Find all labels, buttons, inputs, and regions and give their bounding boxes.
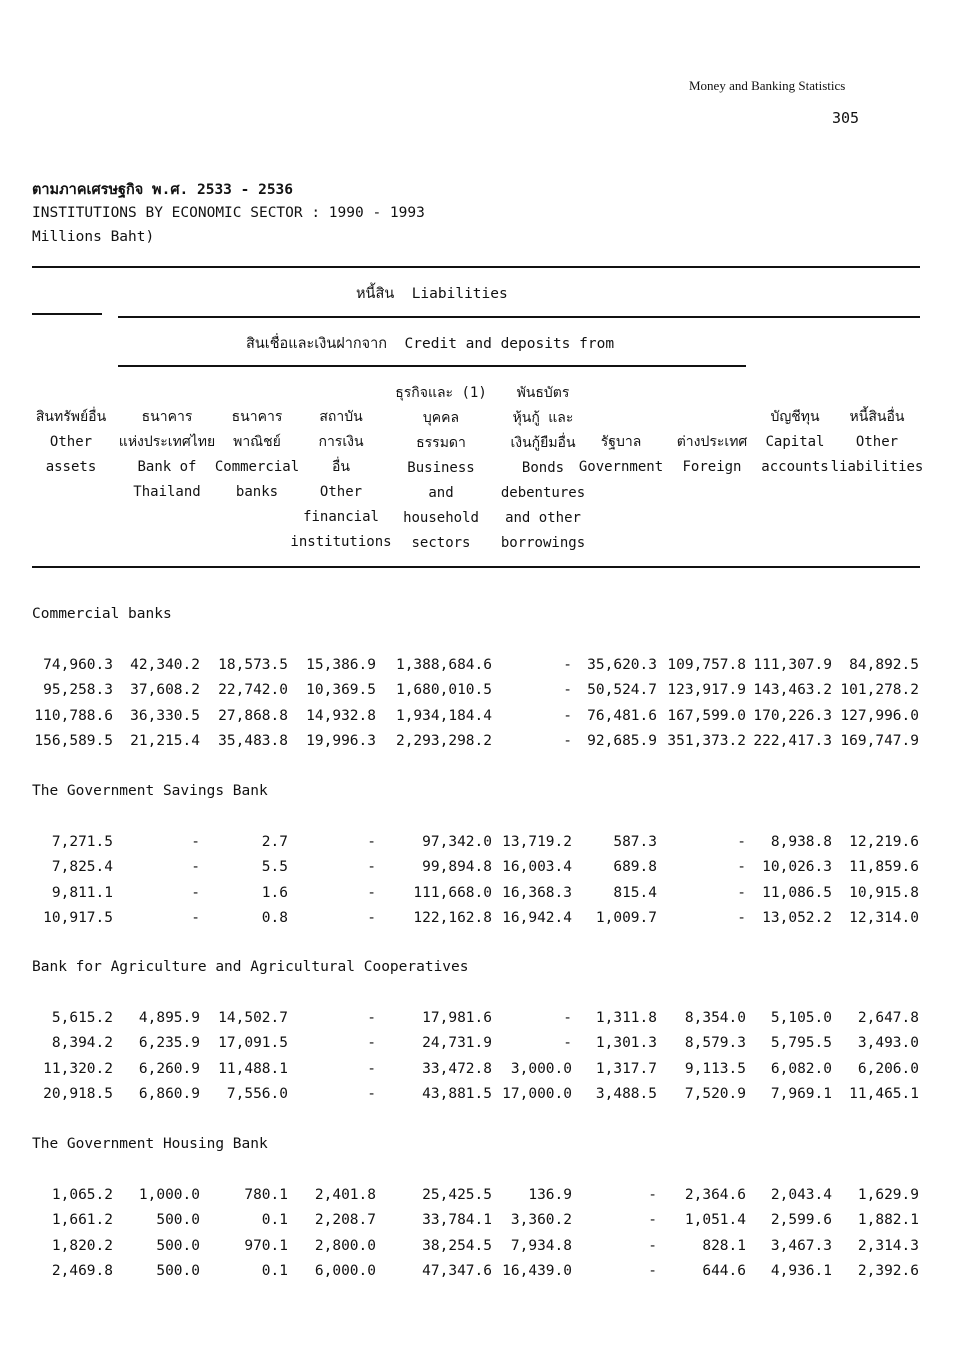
table-cell: 7,271.5 [51,834,113,850]
table-cell: 38,254.5 [422,1237,492,1254]
table-cell: 16,368.3 [502,884,572,901]
table-cell: - [648,1187,657,1203]
table-row [0,1187,966,1211]
running-head: Money and Banking Statistics [689,78,846,93]
table-cell: 500.0 [156,1212,200,1229]
table-cell: 99,894.8 [422,859,492,876]
column-header-english: assets [45,459,97,475]
table-cell: 13,719.2 [502,834,572,850]
table-cell: 21,215.4 [130,732,200,749]
table-row [0,1263,966,1287]
table-cell: 2.7 [261,834,288,850]
table-cell: 17,091.5 [218,1035,288,1052]
column-header-thai: บุคคล [422,410,460,426]
column-header-english: Foreign [682,459,742,475]
table-cell: 780.1 [244,1187,288,1203]
title-thai: ตามภาคเศรษฐกิจ พ.ศ. 2533 - 2536 [32,182,294,198]
table-cell: 33,472.8 [422,1060,492,1077]
header-bottom-rule [32,566,920,568]
table-cell: 36,330.5 [130,707,200,724]
table-cell: 6,860.9 [138,1085,200,1102]
table-cell: 76,481.6 [587,707,657,724]
table-cell: 17,000.0 [502,1085,572,1102]
table-cell: 7,825.4 [51,859,113,876]
table-cell: 500.0 [156,1237,200,1254]
table-cell: 689.8 [613,859,657,876]
table-cell: 7,969.1 [770,1085,832,1102]
table-cell: 1,820.2 [51,1237,113,1254]
table-cell: - [191,884,200,901]
table-cell: - [737,909,746,926]
table-top-rule [32,266,920,268]
column-header-thai: ธนาคาร [231,409,283,425]
table-cell: 1,051.4 [684,1212,746,1229]
table-cell: 95,258.3 [43,682,113,699]
table-cell: 24,731.9 [422,1035,492,1052]
column-header-thai: การเงิน [318,434,364,450]
table-cell: 7,556.0 [226,1085,288,1102]
table-cell: 0.1 [261,1212,288,1229]
table-cell: 2,469.8 [51,1262,113,1279]
column-header-english: financial [303,509,379,525]
credit-thai: สินเชื่อและเงินฝากจาก [246,336,388,352]
table-cell: 2,364.6 [684,1187,746,1203]
credit-rule [118,365,746,367]
liabilities-rule [118,316,920,318]
table-cell: 2,599.6 [770,1212,832,1229]
table-cell: 3,360.2 [510,1212,572,1229]
table-cell: - [563,732,572,749]
table-cell: 7,520.9 [684,1085,746,1102]
table-cell: 127,996.0 [840,707,919,724]
table-cell: 111,307.9 [753,657,832,673]
table-cell: 1,009.7 [595,909,657,926]
table-cell: 25,425.5 [422,1187,492,1203]
table-cell: 587.3 [613,834,657,850]
table-row [0,1061,966,1085]
table-cell: 1,629.9 [857,1187,919,1203]
table-cell: 4,895.9 [138,1010,200,1026]
table-cell: 1,317.7 [595,1060,657,1077]
table-cell: 6,260.9 [138,1060,200,1077]
column-header-english: and other [505,510,581,526]
table-row [0,910,966,934]
table-cell: 11,859.6 [849,859,919,876]
column-header-english: Bank of [137,459,197,475]
column-header-english: Capital [765,434,825,450]
table-cell: - [563,1035,572,1052]
table-cell: 3,467.3 [770,1237,832,1254]
table-cell: 11,488.1 [218,1060,288,1077]
table-cell: - [367,909,376,926]
column-header-thai: ธุรกิจและ (1) [395,385,487,401]
column-header-english: banks [235,484,279,500]
table-cell: 9,113.5 [684,1060,746,1077]
other-assets-rule [32,313,102,315]
table-cell: 8,579.3 [684,1035,746,1052]
table-cell: 10,915.8 [849,884,919,901]
column-header-english: borrowings [500,535,586,551]
column-header-english: institutions [290,534,392,550]
table-cell: 50,524.7 [587,682,657,699]
table-row [0,1010,966,1034]
column-header-thai: แห่งประเทศไทย [118,434,216,450]
table-cell: 14,932.8 [306,707,376,724]
table-cell: 12,314.0 [849,909,919,926]
table-cell: 2,647.8 [857,1010,919,1026]
table-cell: 170,226.3 [753,707,832,724]
table-cell: 970.1 [244,1237,288,1254]
table-cell: - [648,1212,657,1229]
column-header-english: sectors [411,535,471,551]
table-cell: 5.5 [261,859,288,876]
table-cell: 2,392.6 [857,1262,919,1279]
table-cell: 47,347.6 [422,1262,492,1279]
table-cell: 6,206.0 [857,1060,919,1077]
table-cell: 7,934.8 [510,1237,572,1254]
table-cell: 156,589.5 [34,732,113,749]
table-cell: - [563,707,572,724]
table-cell: 10,917.5 [43,909,113,926]
table-cell: 16,003.4 [502,859,572,876]
table-cell: - [367,859,376,876]
table-row [0,708,966,732]
column-header-english: Bonds [521,460,565,476]
column-header [797,405,957,480]
column-header-thai: อื่น [332,459,350,475]
table-cell: 10,026.3 [762,859,832,876]
table-cell: - [737,884,746,901]
table-cell: 0.8 [261,909,288,926]
table-cell: 1,680,010.5 [395,682,492,699]
table-cell: 0.1 [261,1262,288,1279]
column-header-thai: พาณิชย์ [233,434,281,450]
column-header-thai: ธนาคาร [141,409,193,425]
table-cell: 222,417.3 [753,732,832,749]
table-cell: - [191,909,200,926]
table-cell: - [191,859,200,876]
table-cell: 2,800.0 [314,1237,376,1254]
table-cell: - [367,1085,376,1102]
table-row [0,1212,966,1236]
table-cell: 9,811.1 [51,884,113,901]
column-header-english: Commercial [214,459,300,475]
table-row [0,682,966,706]
table-cell: 14,502.7 [218,1010,288,1026]
table-cell: - [367,1060,376,1077]
page-number: 305 [832,109,860,127]
table-cell: 644.6 [702,1262,746,1279]
table-cell: 92,685.9 [587,732,657,749]
column-header-thai: หุ้นกู้ และ [512,410,574,426]
table-cell: 84,892.5 [849,657,919,673]
table-cell: 8,938.8 [770,834,832,850]
table-cell: 2,208.7 [314,1212,376,1229]
table-cell: 1,065.2 [51,1187,113,1203]
table-cell: 351,373.2 [667,732,746,749]
table-cell: - [563,682,572,699]
column-header-thai: เงินกู้ยืมอื่น [510,435,576,451]
table-cell: 2,293,298.2 [395,732,492,749]
table-row [0,733,966,757]
table-cell: 1,934,184.4 [395,707,492,724]
table-cell: 6,082.0 [770,1060,832,1077]
table-cell: 20,918.5 [43,1085,113,1102]
table-cell: 109,757.8 [667,657,746,673]
liabilities-english: Liabilities [411,286,508,302]
column-header-thai: สินทรัพย์อื่น [35,409,107,425]
column-header-english: debentures [500,485,586,501]
table-cell: 15,386.9 [306,657,376,673]
column-header-english: Business [407,460,475,476]
table-row [0,657,966,681]
table-cell: - [367,834,376,850]
table-cell: 16,439.0 [502,1262,572,1279]
section-title: Commercial banks [32,606,172,622]
table-cell: 136.9 [528,1187,572,1203]
table-cell: 74,960.3 [43,657,113,673]
table-cell: - [648,1237,657,1254]
table-cell: 1,661.2 [51,1212,113,1229]
table-cell: - [367,884,376,901]
column-header-thai: บัญชีทุน [770,409,820,425]
column-header-english: household [403,510,479,526]
table-cell: 815.4 [613,884,657,901]
unit-note: Millions Baht) [32,229,155,245]
table-row [0,1035,966,1059]
table-cell: 101,278.2 [840,682,919,699]
table-cell: 122,162.8 [413,909,492,926]
section-title: The Government Savings Bank [32,783,268,799]
table-cell: 6,235.9 [138,1035,200,1052]
table-cell: 828.1 [702,1237,746,1254]
column-header-thai: พันธบัตร [516,385,570,401]
section-title: Bank for Agriculture and Agricultural Cooperatives [32,959,469,975]
table-cell: 1,311.8 [595,1010,657,1026]
column-header-thai: ธรรมดา [416,435,466,451]
table-cell: 5,105.0 [770,1010,832,1026]
table-cell: 35,483.8 [218,732,288,749]
table-cell: 110,788.6 [34,707,113,724]
table-cell: 13,052.2 [762,909,832,926]
table-cell: 18,573.5 [218,657,288,673]
table-cell: 167,599.0 [667,707,746,724]
table-cell: - [648,1262,657,1279]
table-cell: - [367,1035,376,1052]
table-cell: 12,219.6 [849,834,919,850]
table-cell: 169,747.9 [840,732,919,749]
table-cell: 11,465.1 [849,1085,919,1102]
table-cell: 2,314.3 [857,1237,919,1254]
table-cell: 8,394.2 [51,1035,113,1052]
credit-header [246,332,614,355]
table-cell: 1,301.3 [595,1035,657,1052]
column-header-english: Other [319,484,363,500]
table-cell: - [737,834,746,850]
table-cell: - [737,859,746,876]
table-row [0,834,966,858]
table-cell: 123,917.9 [667,682,746,699]
section-title: The Government Housing Bank [32,1136,268,1152]
table-cell: 22,742.0 [218,682,288,699]
table-cell: 3,000.0 [510,1060,572,1077]
table-cell: 42,340.2 [130,657,200,673]
credit-english: Credit and deposits from [404,336,615,352]
column-header-english: Government [578,459,664,475]
table-cell: 4,936.1 [770,1262,832,1279]
table-cell: 2,401.8 [314,1187,376,1203]
column-header-thai: หนี้สินอื่น [849,409,905,425]
table-cell: 16,942.4 [502,909,572,926]
table-cell: - [367,1010,376,1026]
table-cell: 1.6 [261,884,288,901]
column-header-english: Other [855,434,899,450]
table-cell: 5,795.5 [770,1035,832,1052]
column-header-english: liabilities [830,459,924,475]
table-row [0,859,966,883]
table-cell: 5,615.2 [51,1010,113,1026]
table-cell: 37,608.2 [130,682,200,699]
column-header-thai: สถาบัน [319,409,363,425]
column-header-english: accounts [761,459,829,475]
table-cell: - [191,834,200,850]
liabilities-header [356,282,508,305]
table-cell: 1,000.0 [138,1187,200,1203]
table-cell: 33,784.1 [422,1212,492,1229]
table-cell: 1,388,684.6 [395,657,492,673]
table-cell: 10,369.5 [306,682,376,699]
table-cell: 111,668.0 [413,884,492,901]
table-cell: 2,043.4 [770,1187,832,1203]
table-cell: 11,086.5 [762,884,832,901]
table-cell: 27,868.8 [218,707,288,724]
table-cell: 500.0 [156,1262,200,1279]
column-header-english: Other [49,434,93,450]
table-row [0,885,966,909]
table-cell: 143,463.2 [753,682,832,699]
table-cell: 3,488.5 [595,1085,657,1102]
column-header-english: Thailand [133,484,201,500]
table-cell: 17,981.6 [422,1010,492,1026]
table-cell: 8,354.0 [684,1010,746,1026]
column-header-thai: รัฐบาล [600,434,642,450]
title-english: INSTITUTIONS BY ECONOMIC SECTOR : 1990 - 1993 [32,205,425,221]
column-header-english: and [428,485,454,501]
table-row [0,1238,966,1262]
table-cell: 97,342.0 [422,834,492,850]
table-cell: 35,620.3 [587,657,657,673]
table-cell: 1,882.1 [857,1212,919,1229]
table-cell: 3,493.0 [857,1035,919,1052]
table-cell: - [563,1010,572,1026]
table-row [0,1086,966,1110]
table-cell: - [563,657,572,673]
table-cell: 19,996.3 [306,732,376,749]
column-header-thai: ต่างประเทศ [676,434,748,450]
liabilities-thai: หนี้สิน [356,286,395,302]
table-cell: 43,881.5 [422,1085,492,1102]
table-cell: 6,000.0 [314,1262,376,1279]
table-cell: 11,320.2 [43,1060,113,1077]
